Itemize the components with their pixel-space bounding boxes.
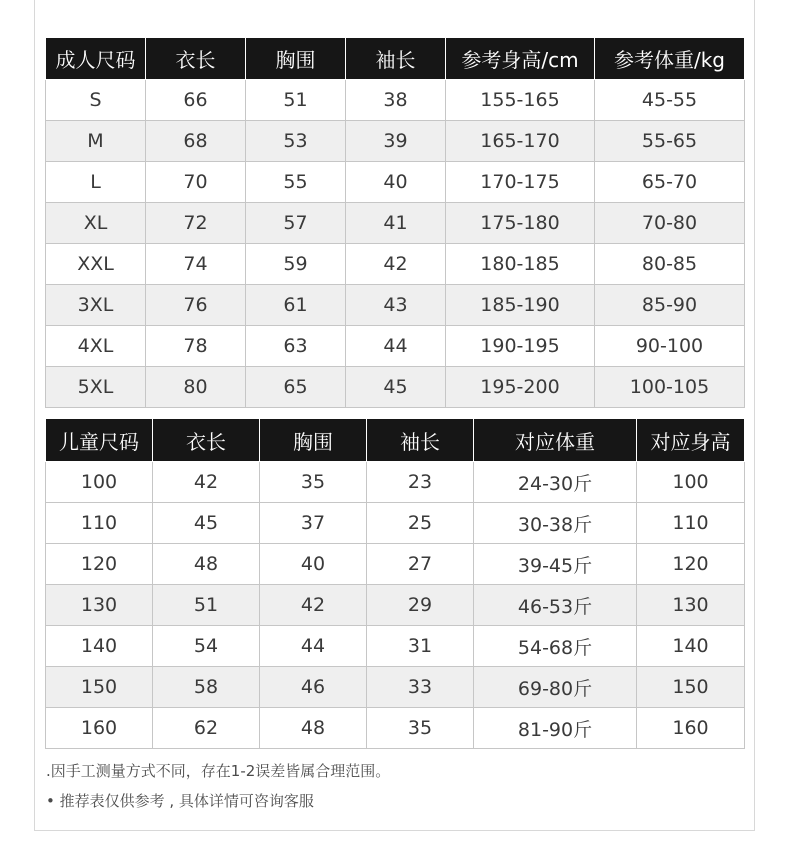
table-row bbox=[46, 162, 745, 203]
adult-header-length: 衣长 bbox=[146, 38, 246, 80]
table-cell: 65-70 bbox=[595, 162, 745, 203]
table-row bbox=[46, 708, 745, 749]
table-cell: 155-165 bbox=[446, 80, 595, 121]
table-row bbox=[46, 326, 745, 367]
table-cell: M bbox=[46, 121, 146, 162]
table-cell: 35 bbox=[367, 708, 474, 749]
table-cell: 55 bbox=[246, 162, 346, 203]
table-cell: 59 bbox=[246, 244, 346, 285]
table-row bbox=[46, 585, 745, 626]
table-cell: 180-185 bbox=[446, 244, 595, 285]
table-cell: 61 bbox=[246, 285, 346, 326]
table-cell: 31 bbox=[367, 626, 474, 667]
table-cell: 100 bbox=[46, 462, 153, 503]
table-cell: S bbox=[46, 80, 146, 121]
table-cell: 3XL bbox=[46, 285, 146, 326]
table-row bbox=[46, 367, 745, 408]
table-cell: 45-55 bbox=[595, 80, 745, 121]
table-cell: 23 bbox=[367, 462, 474, 503]
table-row bbox=[46, 503, 745, 544]
child-header-height: 对应身高 bbox=[637, 419, 745, 462]
table-cell: 160 bbox=[637, 708, 745, 749]
table-cell: 30-38斤 bbox=[474, 503, 637, 544]
table-cell: 35 bbox=[260, 462, 367, 503]
table-row bbox=[46, 80, 745, 121]
table-cell: 58 bbox=[153, 667, 260, 708]
adult-header-sleeve: 袖长 bbox=[346, 38, 446, 80]
table-cell: 110 bbox=[46, 503, 153, 544]
table-cell: 160 bbox=[46, 708, 153, 749]
table-cell: 55-65 bbox=[595, 121, 745, 162]
table-cell: 120 bbox=[637, 544, 745, 585]
table-cell: 74 bbox=[146, 244, 246, 285]
adult-size-table bbox=[45, 37, 745, 408]
note-measurement-tolerance: .因手工测量方式不同，存在1-2误差皆属合理范围。 bbox=[46, 762, 391, 780]
table-cell: 66 bbox=[146, 80, 246, 121]
table-cell: 140 bbox=[637, 626, 745, 667]
table-cell: 48 bbox=[260, 708, 367, 749]
child-header-length: 衣长 bbox=[153, 419, 260, 462]
table-cell: 42 bbox=[346, 244, 446, 285]
table-cell: 130 bbox=[46, 585, 153, 626]
table-cell: 29 bbox=[367, 585, 474, 626]
adult-header-weight: 参考体重/kg bbox=[595, 38, 745, 80]
child-size-table bbox=[45, 418, 745, 749]
table-cell: L bbox=[46, 162, 146, 203]
table-row bbox=[46, 667, 745, 708]
table-cell: 43 bbox=[346, 285, 446, 326]
table-cell: 80-85 bbox=[595, 244, 745, 285]
table-cell: 130 bbox=[637, 585, 745, 626]
table-cell: 70 bbox=[146, 162, 246, 203]
table-cell: 5XL bbox=[46, 367, 146, 408]
table-row bbox=[46, 203, 745, 244]
child-header-sleeve: 袖长 bbox=[367, 419, 474, 462]
child-header-row bbox=[46, 419, 745, 462]
child-header-size: 儿童尺码 bbox=[46, 419, 153, 462]
table-cell: 39 bbox=[346, 121, 446, 162]
table-cell: 175-180 bbox=[446, 203, 595, 244]
table-cell: 81-90斤 bbox=[474, 708, 637, 749]
table-row bbox=[46, 626, 745, 667]
table-cell: 54-68斤 bbox=[474, 626, 637, 667]
table-cell: 190-195 bbox=[446, 326, 595, 367]
table-cell: 41 bbox=[346, 203, 446, 244]
table-cell: 68 bbox=[146, 121, 246, 162]
table-row bbox=[46, 462, 745, 503]
table-cell: 40 bbox=[346, 162, 446, 203]
table-cell: 57 bbox=[246, 203, 346, 244]
table-cell: 120 bbox=[46, 544, 153, 585]
table-row bbox=[46, 285, 745, 326]
table-cell: 85-90 bbox=[595, 285, 745, 326]
table-row bbox=[46, 244, 745, 285]
table-cell: 45 bbox=[153, 503, 260, 544]
adult-header-chest: 胸围 bbox=[246, 38, 346, 80]
table-cell: 48 bbox=[153, 544, 260, 585]
table-cell: 44 bbox=[260, 626, 367, 667]
table-cell: 140 bbox=[46, 626, 153, 667]
adult-header-row bbox=[46, 38, 745, 80]
table-cell: 42 bbox=[260, 585, 367, 626]
table-cell: 110 bbox=[637, 503, 745, 544]
table-cell: 44 bbox=[346, 326, 446, 367]
adult-header-size: 成人尺码 bbox=[46, 38, 146, 80]
table-cell: 65 bbox=[246, 367, 346, 408]
table-cell: 72 bbox=[146, 203, 246, 244]
table-cell: 51 bbox=[153, 585, 260, 626]
note-reference-only: • 推荐表仅供参考 , 具体详情可咨询客服 bbox=[46, 792, 314, 810]
table-cell: 42 bbox=[153, 462, 260, 503]
notes-block bbox=[46, 756, 390, 816]
table-cell: 100-105 bbox=[595, 367, 745, 408]
table-cell: 165-170 bbox=[446, 121, 595, 162]
table-cell: 53 bbox=[246, 121, 346, 162]
table-cell: 63 bbox=[246, 326, 346, 367]
table-cell: 150 bbox=[637, 667, 745, 708]
table-cell: 46 bbox=[260, 667, 367, 708]
table-cell: 170-175 bbox=[446, 162, 595, 203]
table-row bbox=[46, 121, 745, 162]
table-cell: 54 bbox=[153, 626, 260, 667]
table-cell: 90-100 bbox=[595, 326, 745, 367]
table-cell: 27 bbox=[367, 544, 474, 585]
table-cell: 45 bbox=[346, 367, 446, 408]
table-cell: 24-30斤 bbox=[474, 462, 637, 503]
table-cell: XL bbox=[46, 203, 146, 244]
table-cell: 80 bbox=[146, 367, 246, 408]
table-cell: 78 bbox=[146, 326, 246, 367]
table-cell: 46-53斤 bbox=[474, 585, 637, 626]
table-cell: 51 bbox=[246, 80, 346, 121]
table-cell: 33 bbox=[367, 667, 474, 708]
table-cell: 150 bbox=[46, 667, 153, 708]
table-cell: 40 bbox=[260, 544, 367, 585]
table-row bbox=[46, 544, 745, 585]
adult-header-height: 参考身高/cm bbox=[446, 38, 595, 80]
table-cell: 38 bbox=[346, 80, 446, 121]
table-cell: 69-80斤 bbox=[474, 667, 637, 708]
child-header-chest: 胸围 bbox=[260, 419, 367, 462]
table-cell: 4XL bbox=[46, 326, 146, 367]
table-cell: 195-200 bbox=[446, 367, 595, 408]
table-cell: 76 bbox=[146, 285, 246, 326]
table-cell: 62 bbox=[153, 708, 260, 749]
table-cell: 25 bbox=[367, 503, 474, 544]
table-cell: 39-45斤 bbox=[474, 544, 637, 585]
table-cell: 100 bbox=[637, 462, 745, 503]
table-cell: XXL bbox=[46, 244, 146, 285]
table-cell: 37 bbox=[260, 503, 367, 544]
child-header-weight: 对应体重 bbox=[474, 419, 637, 462]
table-cell: 70-80 bbox=[595, 203, 745, 244]
table-cell: 185-190 bbox=[446, 285, 595, 326]
